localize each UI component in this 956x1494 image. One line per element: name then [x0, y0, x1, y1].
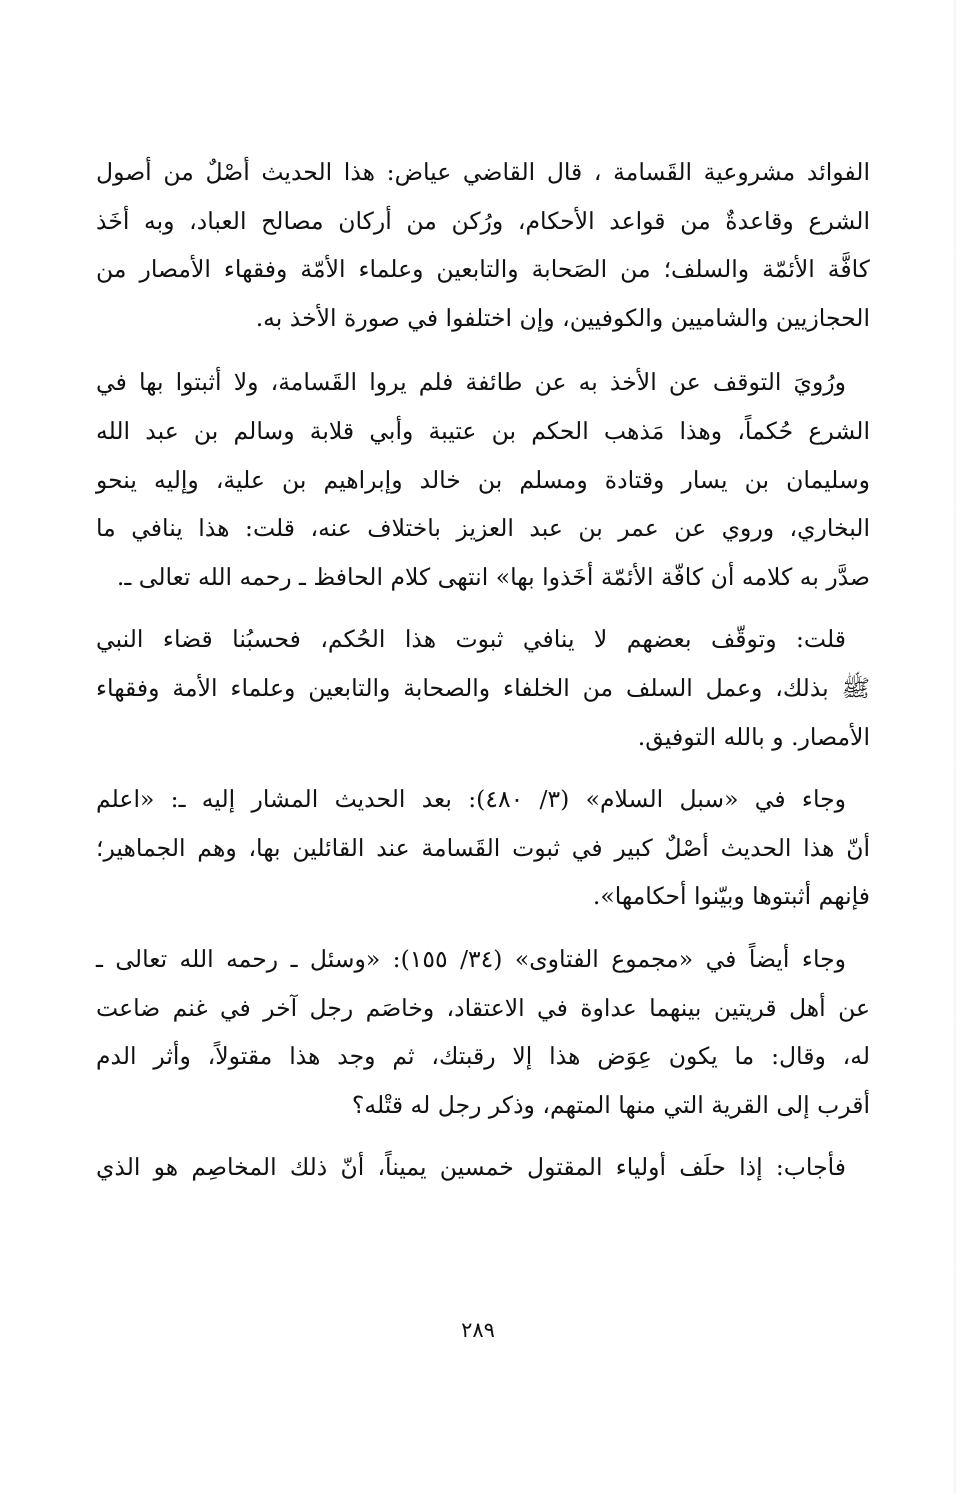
- paragraph-6: [96, 1143, 870, 1192]
- paragraph-spacer: [96, 601, 870, 615]
- text-line: قلت: وتوقّف بعضهم لا ينافي ثبوت هذا الحُكم، فحسبُنا قضاء النبي: [96, 625, 846, 654]
- text-line: أقرب إلى القرية التي منها المتهم، وذكر رجل له قتْله؟: [351, 1090, 870, 1119]
- text-line: فإنهم أثبتوها وبيّنوا أحكامها».: [592, 882, 870, 911]
- text-line: الشرع وقاعدةٌ من قواعد الأحكام، ورُكن من أركان مصالح العباد، وبه أخَذ: [96, 206, 870, 235]
- text-line: ورُويَ التوقف عن الأخذ به عن طائفة فلم يروا القَسامة، ولا أثبتوا بها في: [96, 368, 846, 397]
- text-line: له، وقال: ما يكون عِوَض هذا إلا رقبتك، ثم وجد هذا مقتولاً، وأثر الدم: [96, 1042, 870, 1071]
- text-line: الحجازيين والشاميين والكوفيين، وإن اختلفوا في صورة الأخذ به.: [255, 303, 870, 332]
- text-line: الفوائد مشروعية القَسامة ، قال القاضي عياض: هذا الحديث أصْلٌ من أصول: [96, 158, 870, 186]
- paragraph-5: [96, 935, 870, 1129]
- text-line: الأمصار. و بالله التوفيق.: [637, 722, 870, 751]
- text-line: وجاء أيضاً في «مجموع الفتاوى» (٣٤/ ١٥٥): «وسئل ـ رحمه الله تعالى ـ: [96, 944, 846, 973]
- text-line: عن أهل قريتين بينهما عداوة في الاعتقاد، وخاصَم رجل آخر في غنم ضاعت: [96, 993, 870, 1022]
- paragraph-4: [96, 775, 870, 921]
- paragraph-spacer: [96, 761, 870, 775]
- text-line: كافَّة الأئمّة والسلف؛ من الصَحابة والتابعين وعلماء الأمّة وفقهاء الأمصار من: [96, 255, 870, 284]
- paragraph-spacer: [96, 1129, 870, 1143]
- text-line: وجاء في «سبل السلام» (٣/ ٤٨٠): بعد الحديث المشار إليه ـ: «اعلم: [96, 785, 847, 814]
- text-line: أنّ هذا الحديث أصْلٌ كبير في ثبوت القَسامة عند القائلين بها، وهم الجماهير؛: [96, 833, 870, 862]
- text-line: وسليمان بن يسار وقتادة ومسلم بن خالد وإبراهيم بن علية، وإليه ينحو: [96, 465, 870, 494]
- text-line: فأجاب: إذا حلَف أولياء المقتول خمسين يميناً، أنّ ذلك المخاصِم هو الذي: [96, 1153, 846, 1182]
- paragraph-spacer: [96, 921, 870, 935]
- page-body-text: [96, 148, 870, 1192]
- text-line: صدَّر به كلامه أن كافّة الأئمّة أخَذوا بها» انتهى كلام الحافظ ـ رحمه الله تعالى ـ.: [116, 562, 870, 591]
- text-line: الشرع حُكماً، وهذا مَذهب الحكم بن عتيبة وأبي قلابة وسالم بن عبد الله: [96, 416, 870, 445]
- paragraph-spacer: [96, 342, 870, 358]
- text-line: البخاري، وروي عن عمر بن عبد العزيز باختلاف عنه، قلت: هذا ينافي ما: [96, 514, 870, 543]
- text-line: ﷺ بذلك، وعمل السلف من الخلفاء والصحابة والتابعين وعلماء الأمة وفقهاء: [96, 673, 870, 702]
- paragraph-2: [96, 358, 870, 601]
- page-number: ٢٨٩: [461, 1318, 495, 1342]
- paragraph-1: [96, 148, 870, 342]
- paragraph-3: [96, 615, 870, 761]
